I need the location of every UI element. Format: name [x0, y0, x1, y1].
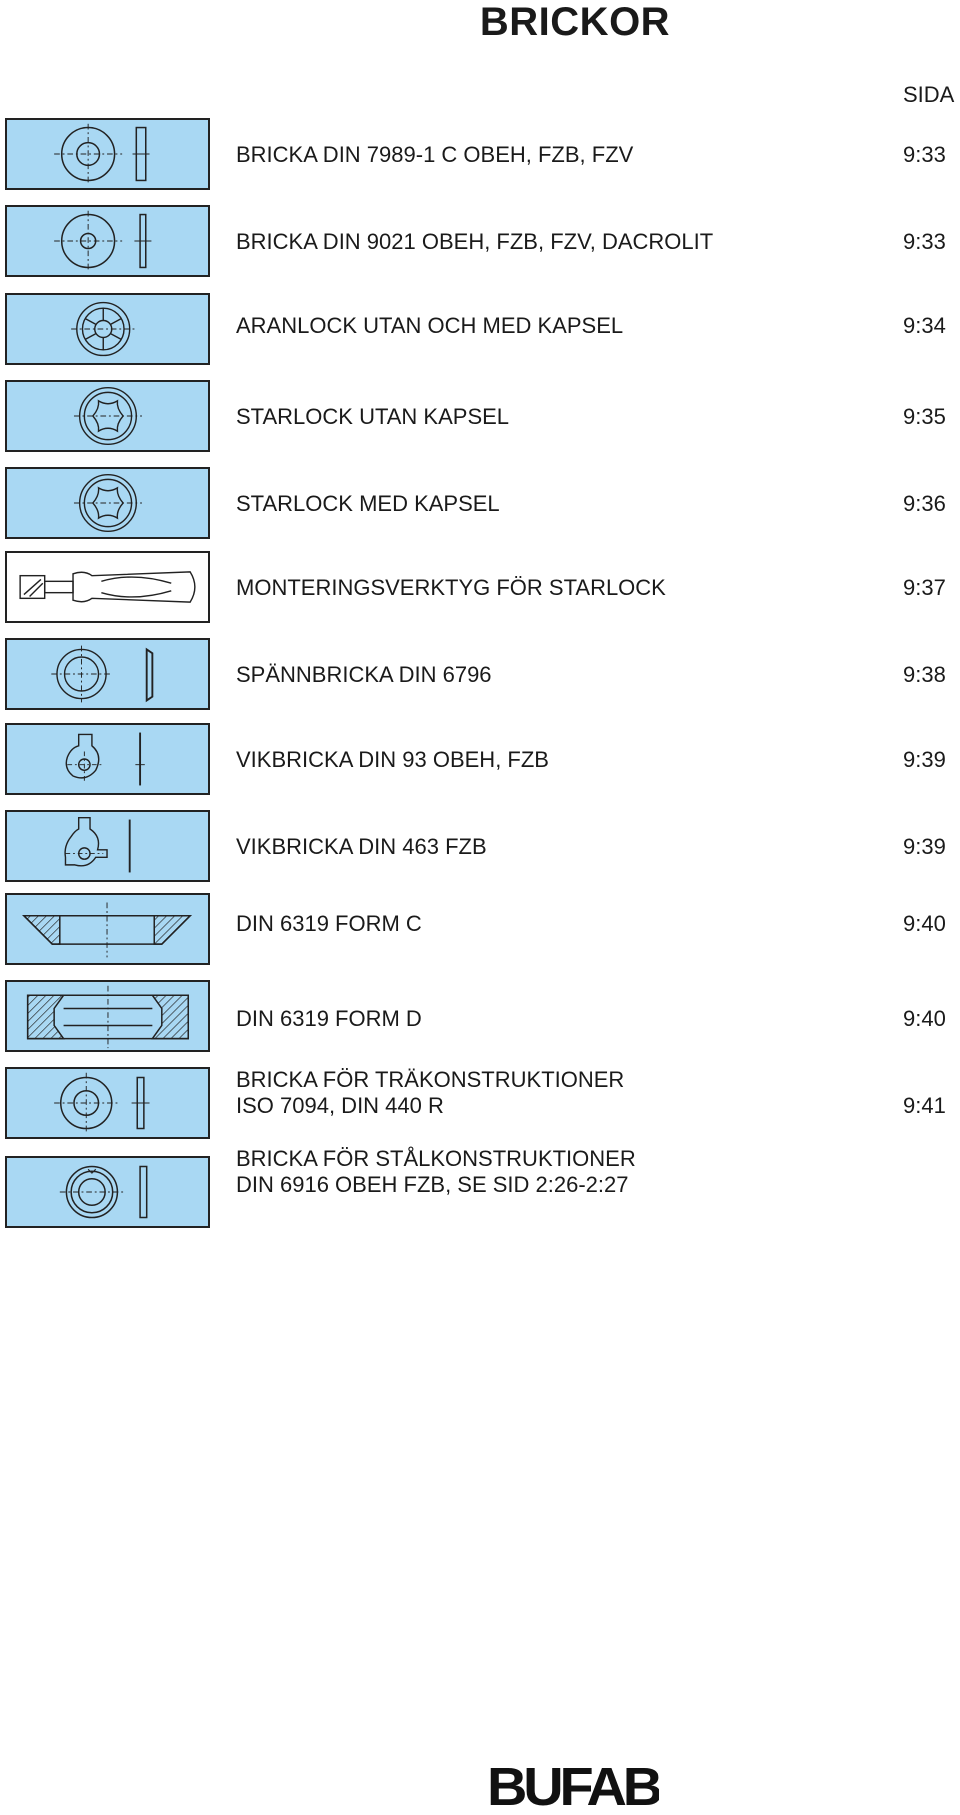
item-label: BRICKA FÖR STÅLKONSTRUKTIONER: [236, 1146, 636, 1171]
item-label-secondary: DIN 6916 OBEH FZB, SE SID 2:26-2:27: [236, 1172, 629, 1197]
item-page: 9:40: [903, 1006, 946, 1031]
conical-seat-d-icon: [5, 980, 210, 1052]
item-page: 9:33: [903, 229, 946, 254]
item-label: VIKBRICKA DIN 463 FZB: [236, 834, 487, 859]
item-label: VIKBRICKA DIN 93 OBEH, FZB: [236, 747, 549, 772]
list-item[interactable]: [0, 380, 960, 454]
list-item[interactable]: [0, 1067, 960, 1141]
list-item[interactable]: [0, 980, 960, 1054]
item-label: BRICKA DIN 9021 OBEH, FZB, FZV, DACROLIT: [236, 229, 714, 254]
item-page: 9:39: [903, 834, 946, 859]
list-item[interactable]: [0, 118, 960, 192]
list-item[interactable]: [0, 810, 960, 884]
page-title: BRICKOR: [479, 0, 671, 44]
item-label: BRICKA FÖR TRÄKONSTRUKTIONER: [236, 1067, 625, 1092]
steel-construction-washer-icon: [5, 1156, 210, 1228]
item-label: SPÄNNBRICKA DIN 6796: [236, 662, 492, 687]
item-label: ARANLOCK UTAN OCH MED KAPSEL: [236, 313, 624, 338]
item-label: STARLOCK UTAN KAPSEL: [236, 404, 510, 429]
item-label-secondary: ISO 7094, DIN 440 R: [236, 1093, 444, 1118]
tab-washer-icon: [5, 723, 210, 795]
item-label: MONTERINGSVERKTYG FÖR STARLOCK: [236, 575, 666, 600]
item-page: 9:34: [903, 313, 946, 338]
starlock-icon: [5, 380, 210, 452]
list-item[interactable]: [0, 467, 960, 541]
wood-construction-washer-icon: [5, 1067, 210, 1139]
item-label: BRICKA DIN 7989-1 C OBEH, FZB, FZV: [236, 142, 634, 167]
item-page: 9:41: [903, 1093, 946, 1118]
aranlock-icon: [5, 293, 210, 365]
list-item[interactable]: [0, 1146, 960, 1230]
item-page: 9:39: [903, 747, 946, 772]
list-item[interactable]: [0, 638, 960, 712]
item-page: 9:35: [903, 404, 946, 429]
fender-washer-icon: [5, 205, 210, 277]
item-page: 9:36: [903, 491, 946, 516]
starlock-cap-icon: [5, 467, 210, 539]
item-page: 9:37: [903, 575, 946, 600]
item-page: 9:38: [903, 662, 946, 687]
item-label: DIN 6319 FORM D: [236, 1006, 422, 1031]
tab-washer-463-icon: [5, 810, 210, 882]
bufab-logo: [487, 1761, 659, 1814]
page-column-header: SIDA: [903, 82, 955, 107]
list-item[interactable]: [0, 551, 960, 625]
list-item[interactable]: [0, 293, 960, 367]
list-item[interactable]: [0, 723, 960, 797]
spherical-washer-c-icon: [5, 893, 210, 965]
list-item[interactable]: [0, 205, 960, 279]
spring-washer-icon: [5, 638, 210, 710]
item-label: STARLOCK MED KAPSEL: [236, 491, 500, 516]
list-item[interactable]: [0, 893, 960, 967]
item-page: 9:33: [903, 142, 946, 167]
item-label: DIN 6319 FORM C: [236, 911, 422, 936]
mounting-tool-icon: [5, 551, 210, 623]
svg-text:BUFAB: BUFAB: [487, 1761, 659, 1809]
item-page: 9:40: [903, 911, 946, 936]
flat-washer-icon: [5, 118, 210, 190]
